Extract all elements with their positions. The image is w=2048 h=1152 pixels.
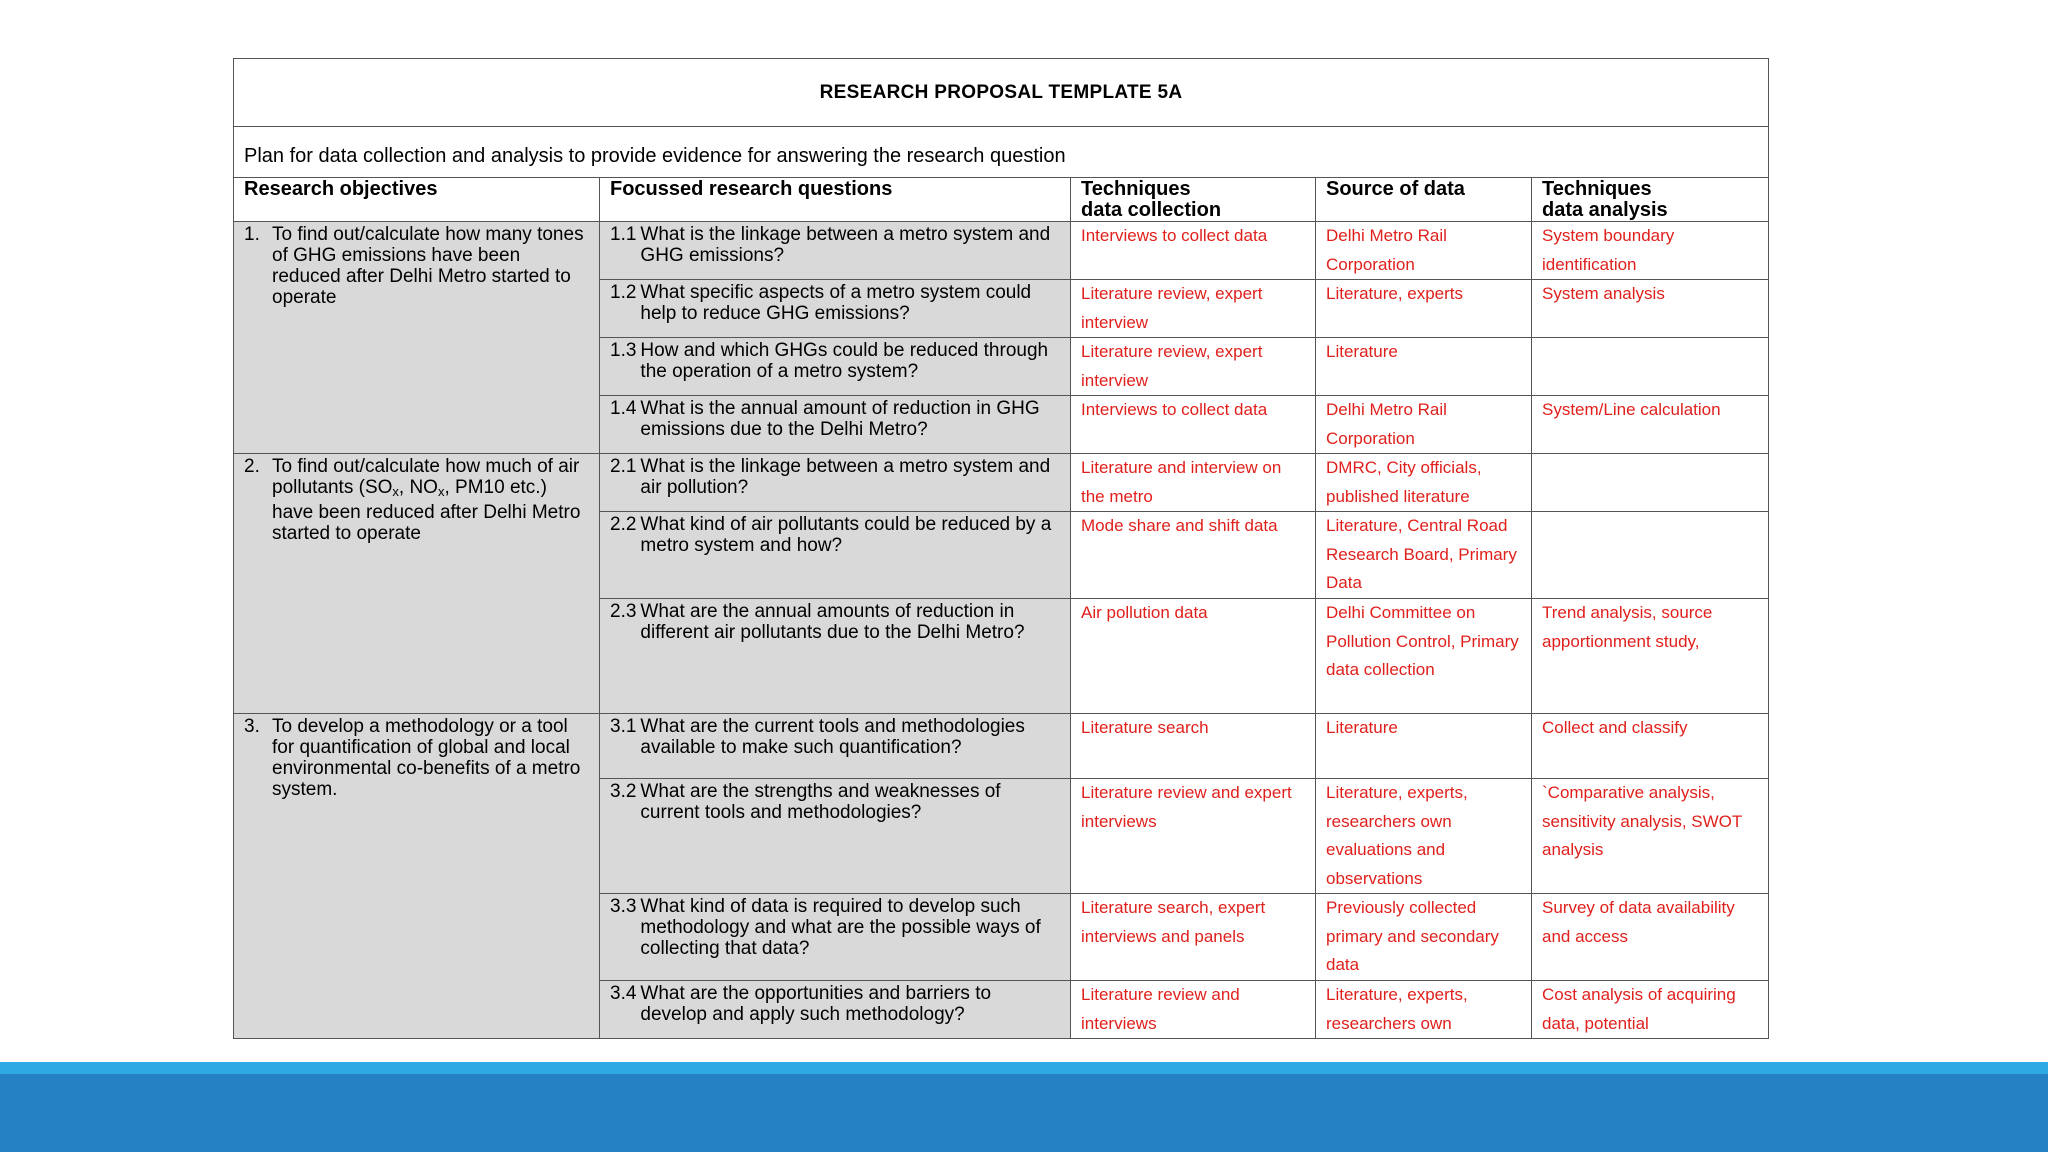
objective-3: 3. To develop a methodology or a tool for quantification of global and local environmental co-benefits of a metro system. [234,714,600,1039]
collection-cell: Literature search, expert interviews and panels [1071,894,1316,981]
header-questions: Focussed research questions [600,178,1071,222]
collection-cell: Air pollution data [1071,599,1316,714]
source-cell: Delhi Metro Rail Corporation [1316,222,1532,280]
header-source: Source of data [1316,178,1532,222]
collection-cell: Literature review, expert interview [1071,280,1316,338]
source-cell: Literature [1316,338,1532,396]
question-3-1: 3.1 What are the current tools and methodologies available to make such quantification? [600,714,1071,779]
header-analysis: Techniques data analysis [1532,178,1769,222]
header-objectives: Research objectives [234,178,600,222]
source-cell: Delhi Metro Rail Corporation [1316,396,1532,454]
question-1-1: 1.1 What is the linkage between a metro system and GHG emissions? [600,222,1071,280]
footer-bar [0,1074,2048,1152]
analysis-cell: System/Line calculation [1532,396,1769,454]
collection-cell: Interviews to collect data [1071,396,1316,454]
table-intro: Plan for data collection and analysis to provide evidence for answering the research question [234,127,1769,178]
analysis-cell: `Comparative analysis, sensitivity analysis, SWOT analysis [1532,779,1769,894]
source-cell: Delhi Committee on Pollution Control, Primary data collection [1316,599,1532,714]
header-row [234,178,1769,222]
header-collection: Techniques data collection [1071,178,1316,222]
objective-2: 2. To find out/calculate how much of air pollutants ($SO_x$, $NO_x$, PM10 etc.) have been reduced after Delhi Metro started to operate [234,454,600,714]
source-cell: Literature, experts, researchers own [1316,981,1532,1039]
table-row [234,714,1769,779]
source-cell: Literature, experts [1316,280,1532,338]
table-row [234,454,1769,512]
analysis-cell: System analysis [1532,280,1769,338]
collection-cell: Literature review, expert interview [1071,338,1316,396]
source-cell: Literature [1316,714,1532,779]
table-row [234,222,1769,280]
collection-cell: Literature search [1071,714,1316,779]
analysis-cell: Collect and classify [1532,714,1769,779]
collection-cell: Literature review and interviews [1071,981,1316,1039]
analysis-cell: System boundary identification [1532,222,1769,280]
question-1-3: 1.3 How and which GHGs could be reduced through the operation of a metro system? [600,338,1071,396]
analysis-cell [1532,454,1769,512]
source-cell: Literature, Central Road Research Board, Primary Data [1316,512,1532,599]
objective-1: 1. To find out/calculate how many tones of GHG emissions have been reduced after Delhi Metro started to operate [234,222,600,454]
question-3-2: 3.2 What are the strengths and weaknesses of current tools and methodologies? [600,779,1071,894]
analysis-cell [1532,338,1769,396]
table-title: RESEARCH PROPOSAL TEMPLATE 5A [234,59,1769,127]
source-cell: Literature, experts, researchers own evaluations and observations [1316,779,1532,894]
question-3-4: 3.4 What are the opportunities and barriers to develop and apply such methodology? [600,981,1071,1039]
question-1-2: 1.2 What specific aspects of a metro system could help to reduce GHG emissions? [600,280,1071,338]
question-3-3: 3.3 What kind of data is required to develop such methodology and what are the possible ways of collecting that data? [600,894,1071,981]
collection-cell: Interviews to collect data [1071,222,1316,280]
footer-accent-stripe [0,1062,2048,1074]
analysis-cell: Trend analysis, source apportionment study, [1532,599,1769,714]
question-1-4: 1.4 What is the annual amount of reduction in GHG emissions due to the Delhi Metro? [600,396,1071,454]
source-cell: Previously collected primary and secondary data [1316,894,1532,981]
analysis-cell: Cost analysis of acquiring data, potential [1532,981,1769,1039]
collection-cell: Mode share and shift data [1071,512,1316,599]
collection-cell: Literature review and expert interviews [1071,779,1316,894]
question-2-3: 2.3 What are the annual amounts of reduction in different air pollutants due to the Delhi Metro? [600,599,1071,714]
question-2-2: 2.2 What kind of air pollutants could be reduced by a metro system and how? [600,512,1071,599]
collection-cell: Literature and interview on the metro [1071,454,1316,512]
analysis-cell [1532,512,1769,599]
source-cell: DMRC, City officials, published literature [1316,454,1532,512]
analysis-cell: Survey of data availability and access [1532,894,1769,981]
research-proposal-table [233,58,1769,1039]
question-2-1: 2.1 What is the linkage between a metro system and air pollution? [600,454,1071,512]
